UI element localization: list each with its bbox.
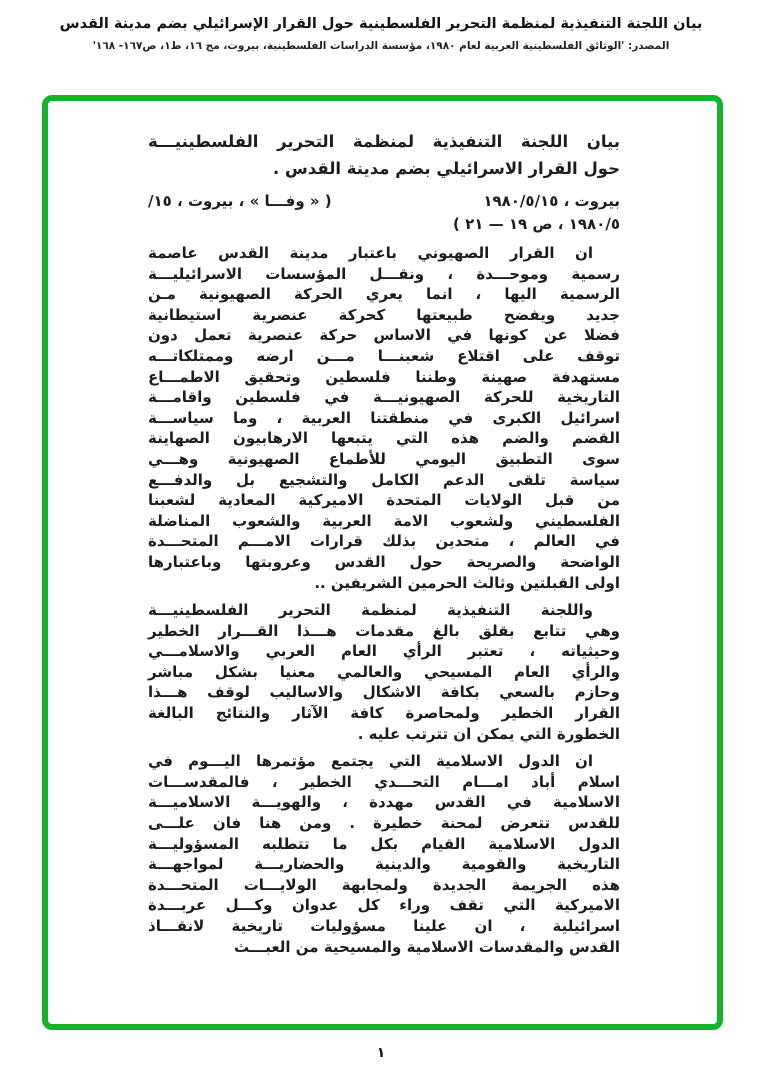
dateline [148, 190, 620, 236]
dateline-continuation: ١٩٨٠/٥ ، ص ١٩ — ٢١ ) [453, 215, 620, 233]
text-line: وحازم بالسعي بكافة الاشكال والاساليب لوقف هـــذا [148, 683, 620, 702]
page-number: ١ [376, 1045, 386, 1061]
text-line: ان القرار الصهيوني باعتبار مدينة القدس عاصمة [148, 244, 593, 262]
text-line: فضلا عن كونها في الاساس حركة عنصرية تعمل دون [148, 326, 620, 345]
paragraphs-container [148, 243, 620, 957]
text-line: الاميركية التي تقف وراء كل عدوان وكـــل عربـــدة [148, 896, 620, 915]
text-line: الدول الاسلامية القيام بكل ما تتطلبه المسؤوليـــة [148, 834, 620, 853]
text-line: مستهدفة صهينة وطننا فلسطين وتحقيق الاطمـــاع [148, 367, 620, 386]
text-line: الخطورة التي يمكن ان تترتب عليه . [357, 724, 620, 743]
document-title [148, 128, 620, 182]
document-body [148, 128, 620, 957]
text-line: اولى القبلتين وثالث الحرمين الشريفين .. [314, 573, 620, 592]
text-line: بيان اللجنة التنفيذية لمنظمة التحرير الفلسطينيـــة [148, 132, 620, 151]
dateline-place-date: بيروت ، ١٩٨٠/٥/١٥ [483, 192, 620, 210]
text-line: سوى التطبيق اليومي للأطماع الصهيونية وهـــي [148, 449, 620, 468]
text-line: سياسة تلقى الدعم الكامل والتشجيع بل والدفـــع [148, 470, 620, 489]
text-line: الواضحة والصريحة حول القدس وعروبتها وباعتبارها [148, 552, 620, 571]
text-line: التاريخية للحركة الصهيونيـــة في فلسطين واقامـــة [148, 388, 620, 407]
text-line: الفلسطيني ولشعوب الامة العربية والشعوب المناضلة [148, 511, 620, 530]
paragraph [148, 600, 620, 744]
dateline-agency: ( « وفـــا » ، بيروت ، ١٥/ [148, 192, 332, 210]
text-line: اسرائيل الكبرى في منطقتنا العربية ، وما سياســـة [148, 408, 620, 427]
page-header [0, 16, 762, 52]
text-line: القضم والضم هذه التي يتبعها الارهابيون الصهاينة [148, 429, 620, 448]
highlight-border-box [42, 95, 723, 1030]
text-line: رسمية وموحـــدة ، ونقـــل المؤسسات الاسرائيليـــة [148, 264, 620, 283]
text-line: الاسلامية في القدس مهددة ، والهويـــة الاسلاميـــة [148, 793, 620, 812]
text-line: القدس والمقدسات الاسلامية والمسيحية من العبـــث [233, 937, 620, 956]
text-line: في العالم ، متحدين بذلك قرارات الامـــم المتحـــدة [148, 532, 620, 551]
header-title: بيان اللجنة التنفيذية لمنظمة التحرير الفلسطينية حول القرار الإسرائيلي بضم مدينة القدس [59, 16, 703, 32]
text-line: هذه الجريمة الجديدة ولمجابهة الولايـــات المتحـــدة [148, 875, 620, 894]
paragraph [148, 751, 620, 957]
text-line: حول القرار الاسرائيلي بضم مدينة القدس . [273, 159, 620, 178]
text-line: والرأي العام المسيحي والعالمي معنيا بشكل مباشر [148, 662, 620, 681]
text-line: اسلام أباد امـــام التحـــدي الخطير ، فالمقدســـات [148, 772, 620, 791]
dateline-row [148, 190, 620, 213]
text-line: القرار الخطير ولمحاصرة كافة الآثار والنتائج البالغة [148, 704, 620, 723]
text-line: التاريخية والقومية والدينية والحضاريـــة لمواجهـــة [148, 855, 620, 874]
header-source-line: المصدر: 'الوثائق الفلسطينية العربية لعام ١٩٨٠، مؤسسة الدراسات الفلسطينية، بيروت، مج ١٦، ط١، ص١٦٧- ١٦٨' [92, 40, 670, 52]
text-line: وحيثياته ، تعتبر الرأي العام العربي والاسلامـــي [148, 642, 620, 661]
text-line: واللجنة التنفيذية لمنظمة التحرير الفلسطينيـــة [148, 601, 593, 620]
text-line: الرسمية اليها ، انما يعري الحركة الصهيونية مـن [148, 285, 620, 304]
text-line: جديد ويفضح طبيعتها كحركة عنصرية استيطانية [148, 305, 620, 324]
text-line: ان الدول الاسلامية التي يجتمع مؤتمرها اليـــوم في [148, 752, 593, 771]
text-line: توقف على اقتلاع شعبنـــا مـــن ارضه وممتلكاتـــه [148, 346, 620, 365]
text-line: من قبل الولايات المتحدة الاميركية المعادية لشعبنا [148, 491, 620, 510]
paragraph [148, 243, 620, 593]
text-line: للقدس تتعرض لمحنة خطيرة . ومن هنا فان علـــى [148, 814, 620, 833]
text-line: اسرائيلية ، ان علينا مسؤوليات تاريخية لانقـــاذ [148, 917, 620, 935]
text-line: وهي تتابع بقلق بالغ مقدمات هـــذا القـــرار الخطير [148, 621, 620, 640]
